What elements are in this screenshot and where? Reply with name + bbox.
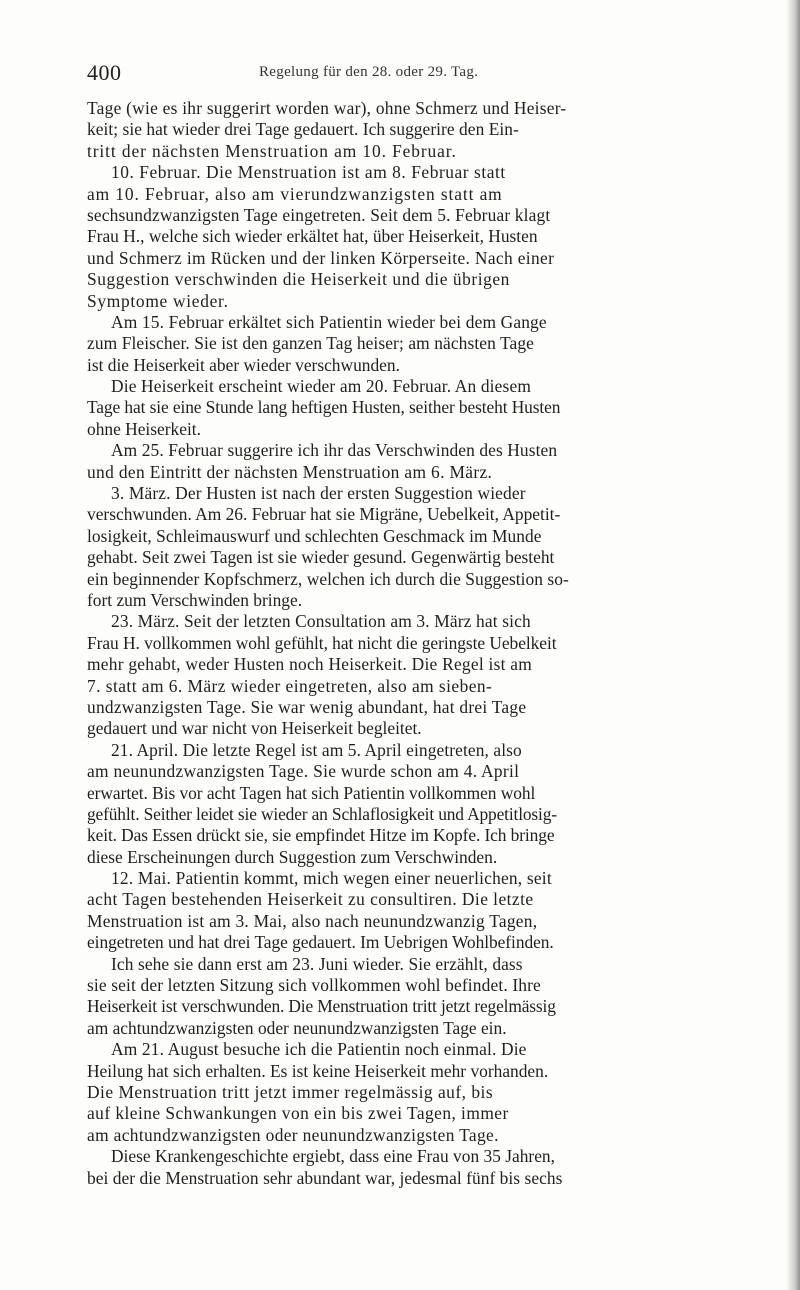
- text-line: Tage hat sie eine Stunde lang heftigen Husten, seither besteht Husten: [87, 397, 561, 418]
- text-line: losigkeit, Schleimauswurf und schlechten Geschmack im Munde: [87, 525, 542, 546]
- text-line: sie seit der letzten Sitzung sich vollkommen wohl befindet. Ihre: [87, 975, 541, 996]
- text-line: erwartet. Bis vor acht Tagen hat sich Patientin vollkommen wohl: [87, 782, 536, 803]
- text-line: acht Tagen bestehenden Heiserkeit zu consultiren. Die letzte: [87, 889, 534, 910]
- text-line: Am 21. August besuche ich die Patientin noch einmal. Die: [111, 1039, 527, 1060]
- text-line: auf kleine Schwankungen von ein bis zwei Tagen, immer: [87, 1103, 509, 1124]
- text-line: ohne Heiserkeit.: [87, 418, 201, 439]
- text-line: tritt der nächsten Menstruation am 10. Februar.: [87, 140, 457, 161]
- text-line: zum Fleischer. Sie ist den ganzen Tag heiser; am nächsten Tage: [87, 333, 534, 354]
- page-edge-shadow: [786, 0, 800, 1290]
- text-line: am achtundzwanzigsten oder neunundzwanzigsten Tage.: [87, 1124, 499, 1145]
- text-line: 10. Februar. Die Menstruation ist am 8. Februar statt: [111, 162, 506, 183]
- text-line: Heilung hat sich erhalten. Es ist keine Heiserkeit mehr vorhanden.: [87, 1060, 549, 1081]
- page-number: 400: [87, 60, 122, 85]
- text-line: 12. Mai. Patientin kommt, mich wegen einer neuerlichen, seit: [111, 868, 552, 889]
- text-line: keit; sie hat wieder drei Tage gedauert. Ich suggerire den Ein-: [87, 119, 519, 140]
- text-line: gedauert und war nicht von Heiserkeit begleitet.: [87, 718, 422, 739]
- text-line: gefühlt. Seither leidet sie wieder an Schlaflosigkeit und Appetitlosig-: [87, 803, 557, 824]
- text-line: 3. März. Der Husten ist nach der ersten Suggestion wieder: [111, 483, 526, 504]
- text-line: Am 25. Februar suggerire ich ihr das Verschwinden des Husten: [111, 440, 558, 461]
- running-head-title: Regelung für den 28. oder 29. Tag.: [259, 64, 479, 80]
- text-line: diese Erscheinungen durch Suggestion zum Verschwinden.: [87, 846, 498, 867]
- text-line: ist die Heiserkeit aber wieder verschwunden.: [87, 354, 400, 375]
- text-line: 21. April. Die letzte Regel ist am 5. April eingetreten, also: [111, 739, 522, 760]
- text-line: und den Eintritt der nächsten Menstruation am 6. März.: [87, 461, 493, 482]
- text-line: verschwunden. Am 26. Februar hat sie Migräne, Uebelkeit, Appetit-: [87, 504, 561, 525]
- text-line: und Schmerz im Rücken und der linken Körperseite. Nach einer: [87, 247, 555, 268]
- text-line: undzwanzigsten Tage. Sie war wenig abundant, hat drei Tage: [87, 696, 527, 717]
- text-line: Die Heiserkeit erscheint wieder am 20. Februar. An diesem: [111, 376, 531, 397]
- running-head: [87, 58, 787, 88]
- text-line: mehr gehabt, weder Husten noch Heiserkeit. Die Regel ist am: [87, 654, 533, 675]
- text-line: am neunundzwanzigsten Tage. Sie wurde schon am 4. April: [87, 761, 520, 782]
- text-line: Menstruation ist am 3. Mai, also nach neunundzwanzig Tagen,: [87, 910, 538, 931]
- text-line: 23. März. Seit der letzten Consultation am 3. März hat sich: [111, 611, 531, 632]
- text-line: gehabt. Seit zwei Tagen ist sie wieder gesund. Gegenwärtig besteht: [87, 547, 555, 568]
- text-line: am 10. Februar, also am vierundzwanzigsten statt am: [87, 183, 503, 204]
- text-line: Suggestion verschwinden die Heiserkeit und die übrigen: [87, 269, 510, 290]
- text-line: Die Menstruation tritt jetzt immer regelmässig auf, bis: [87, 1081, 494, 1102]
- text-line: Frau H. vollkommen wohl gefühlt, hat nicht die geringste Uebelkeit: [87, 632, 557, 653]
- text-line: keit. Das Essen drückt sie, sie empfindet Hitze im Kopfe. Ich bringe: [87, 825, 555, 846]
- text-line: sechsundzwanzigsten Tage eingetreten. Seit dem 5. Februar klagt: [87, 204, 551, 225]
- text-line: Am 15. Februar erkältet sich Patientin wieder bei dem Gange: [111, 311, 547, 332]
- text-line: Ich sehe sie dann erst am 23. Juni wieder. Sie erzählt, dass: [111, 953, 523, 974]
- body-text: [87, 98, 783, 1189]
- text-line: bei der die Menstruation sehr abundant war, jedesmal fünf bis sechs: [87, 1167, 563, 1188]
- text-line: Diese Krankengeschichte ergiebt, dass eine Frau von 35 Jahren,: [111, 1146, 555, 1167]
- text-line: eingetreten und hat drei Tage gedauert. Im Uebrigen Wohlbefinden.: [87, 932, 554, 953]
- text-line: Tage (wie es ihr suggerirt worden war), ohne Schmerz und Heiser-: [87, 98, 567, 118]
- text-line: Heiserkeit ist verschwunden. Die Menstruation tritt jetzt regelmässig: [87, 996, 556, 1017]
- text-line: Symptome wieder.: [87, 290, 229, 311]
- text-line: Frau H., welche sich wieder erkältet hat, über Heiserkeit, Husten: [87, 226, 538, 247]
- text-line: 7. statt am 6. März wieder eingetreten, also am sieben-: [87, 675, 493, 696]
- text-line: ein beginnender Kopfschmerz, welchen ich durch die Suggestion so-: [87, 568, 569, 589]
- text-line: fort zum Verschwinden bringe.: [87, 589, 303, 610]
- text-line: am achtundzwanzigsten oder neunundzwanzigsten Tage ein.: [87, 1017, 507, 1038]
